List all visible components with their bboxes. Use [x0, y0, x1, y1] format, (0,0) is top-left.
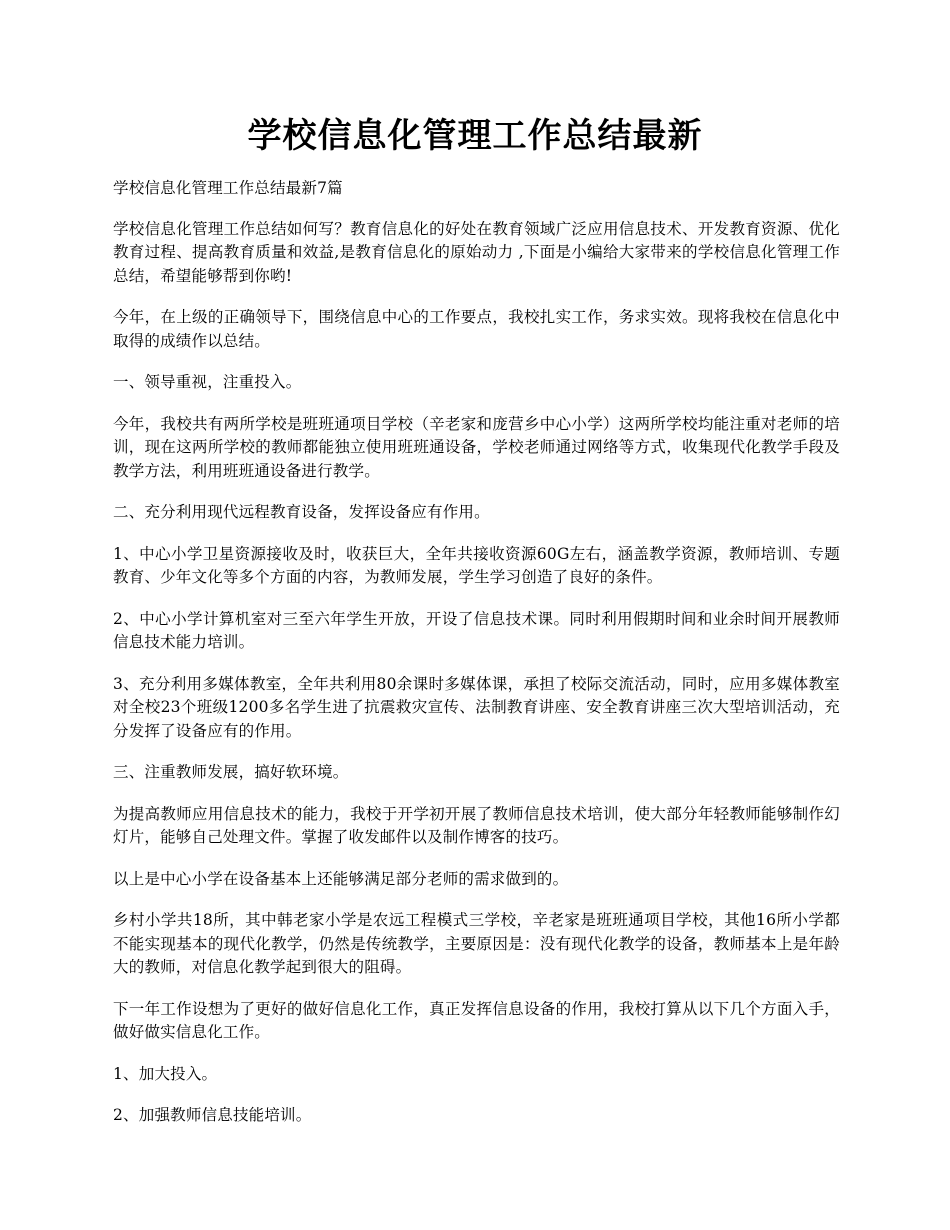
plan-item-2: 2、加强教师信息技能培训。: [113, 1106, 312, 1124]
list-item-2-3: 3、充分利用多媒体教室，全年共利用80余课时多媒体课，承担了校际交流活动，同时，应用多媒体教室对全校23个班级1200多名学生进了抗震救灾宣传、法制教育讲座、安全教育讲座三次大型培训活动，充分发挥了设备应有的作用。: [113, 674, 840, 740]
list-item-2-1: 1、中心小学卫星资源接收及时，收获巨大，全年共接收资源60G左右，涵盖教学资源，教师培训、专题教育、少年文化等多个方面的内容，为教师发展，学生学习创造了良好的条件。: [113, 544, 840, 586]
plan-item-1: 1、加大投入。: [113, 1064, 218, 1083]
paragraph-center-school: 以上是中心小学在设备基本上还能够满足部分老师的需求做到的。: [113, 869, 569, 888]
document-body: [113, 177, 840, 1146]
paragraph-village-schools: 乡村小学共18所，其中韩老家小学是农远工程模式三学校，辛老家是班班通项目学校，其他16所小学都不能实现基本的现代化教学，仍然是传统教学，主要原因是：没有现代化教学的设备，教师基本上是年龄大的教师，对信息化教学起到很大的阻碍。: [113, 911, 840, 976]
paragraph-next-year-plan: 下一年工作设想为了更好的做好信息化工作，真正发挥信息设备的作用，我校打算从以下几个方面入手，做好做实信息化工作。: [113, 999, 840, 1041]
section-heading-3: 三、注重教师发展，搞好软环境。: [113, 763, 349, 781]
document-subtitle: 学校信息化管理工作总结最新7篇: [113, 179, 343, 197]
paragraph-section-1: 今年，我校共有两所学校是班班通项目学校（辛老家和庞营乡中心小学）这两所学校均能注重对老师的培训，现在这两所学校的教师都能独立使用班班通设备，学校老师通过网络等方式，收集现代化教学手段及教学方法，利用班班通设备进行教学。: [113, 414, 840, 480]
paragraph-intro: 学校信息化管理工作总结如何写？教育信息化的好处在教育领域广泛应用信息技术、开发教育资源、优化教育过程、提高教育质量和效益,是教育信息化的原始动力 ,下面是小编给大家带来的学校信息化管理工作总结，希望能够帮到你哟!: [113, 219, 840, 285]
document-title: 学校信息化管理工作总结最新: [247, 116, 703, 156]
list-item-2-2: 2、中心小学计算机室对三至六年学生开放，开设了信息技术课。同时利用假期时间和业余时间开展教师信息技术能力培训。: [113, 609, 840, 651]
section-heading-2: 二、充分利用现代远程教育设备，发挥设备应有作用。: [113, 503, 490, 521]
section-heading-1: 一、领导重视，注重投入。: [113, 373, 302, 391]
paragraph-summary-opening: 今年，在上级的正确领导下，围绕信息中心的工作要点，我校扎实工作，务求实效。现将我校在信息化中取得的成绩作以总结。: [113, 308, 840, 350]
paragraph-section-3: 为提高教师应用信息技术的能力，我校于开学初开展了教师信息技术培训，使大部分年轻教师能够制作幻灯片，能够自己处理文件。掌握了收发邮件以及制作博客的技巧。: [113, 804, 840, 846]
